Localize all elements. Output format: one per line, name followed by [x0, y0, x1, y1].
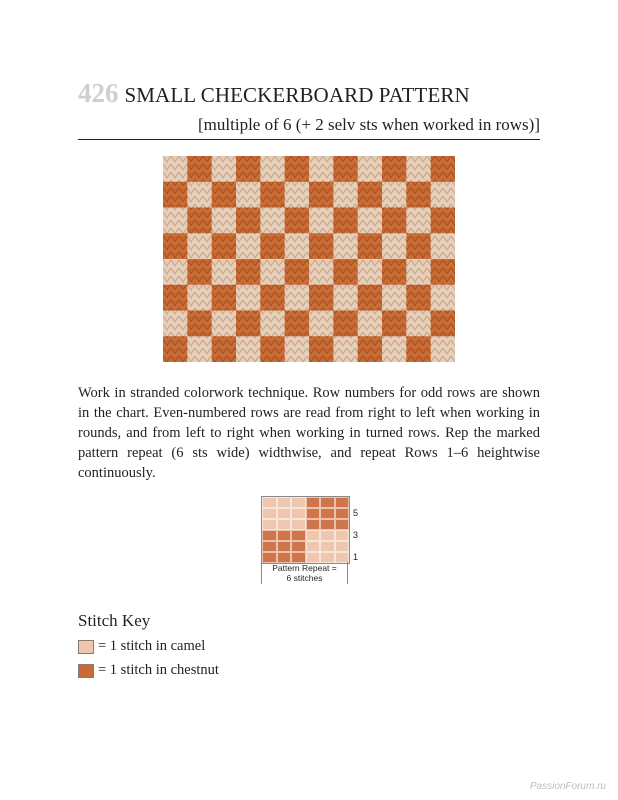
chart-cell: [291, 508, 306, 519]
key-camel: [78, 638, 205, 655]
chart-cell: [320, 530, 335, 541]
chart-cell: [262, 497, 277, 508]
chart-cell: [306, 519, 321, 530]
repeat-line-2: 6 stitches: [286, 573, 323, 583]
swatch-photo: [163, 156, 455, 362]
chart-grid: [261, 496, 350, 564]
chart-cell: [277, 530, 292, 541]
chart-cell: [320, 508, 335, 519]
chart-cell: [320, 519, 335, 530]
camel-swatch-icon: [78, 640, 94, 654]
row-label-3: 3: [353, 530, 359, 540]
chart-cell: [306, 530, 321, 541]
chestnut-swatch-icon: [78, 664, 94, 678]
row-label-1: 1: [353, 552, 359, 562]
chart-cell: [262, 508, 277, 519]
chart-cell: [277, 508, 292, 519]
key-camel-label: = 1 stitch in camel: [98, 638, 206, 654]
pattern-subtitle: [multiple of 6 (+ 2 selv sts when worked in rows)]: [198, 115, 540, 134]
pattern-title: SMALL CHECKERBOARD PATTERN: [124, 83, 470, 107]
chart-cell: [277, 519, 292, 530]
instructions-paragraph: Work in stranded colorwork technique. Row numbers for odd rows are shown in the chart. Even-numbered rows are read from right to left when working in rounds, and from left to right when working in turned rows. Rep the marked pattern repeat (6 sts wide) widthwise, and repeat Rows 1–6 heightwise continuously.: [78, 385, 540, 481]
key-chestnut: [78, 662, 219, 679]
chart-cell: [320, 541, 335, 552]
title-rule: [78, 139, 540, 140]
repeat-line-1: Pattern Repeat =: [272, 563, 337, 573]
row-label-5: 5: [353, 508, 359, 518]
pattern-header: [78, 78, 540, 140]
chart-cell: [291, 530, 306, 541]
chart-cell: [262, 541, 277, 552]
pattern-number: 426: [78, 78, 119, 108]
pattern-repeat-label: [261, 562, 348, 584]
key-chestnut-label: = 1 stitch in chestnut: [98, 662, 219, 678]
chart-cell: [306, 497, 321, 508]
chart-cell: [335, 519, 350, 530]
watermark: PassionForum.ru: [529, 781, 606, 792]
chart-cell: [320, 497, 335, 508]
chart-cell: [291, 541, 306, 552]
chart-cell: [335, 530, 350, 541]
title-line: [78, 78, 540, 109]
chart-cell: [335, 508, 350, 519]
chart-cell: [277, 541, 292, 552]
knitted-swatch-image: [163, 156, 455, 362]
chart-cell: [277, 497, 292, 508]
chart-cell: [291, 519, 306, 530]
chart-cell: [306, 508, 321, 519]
stitch-key-title: Stitch Key: [78, 611, 151, 630]
chart-cell: [262, 530, 277, 541]
chart-cell: [291, 497, 306, 508]
chart-cell: [335, 541, 350, 552]
chart-cell: [262, 519, 277, 530]
chart-cell: [335, 497, 350, 508]
chart-cell: [306, 541, 321, 552]
